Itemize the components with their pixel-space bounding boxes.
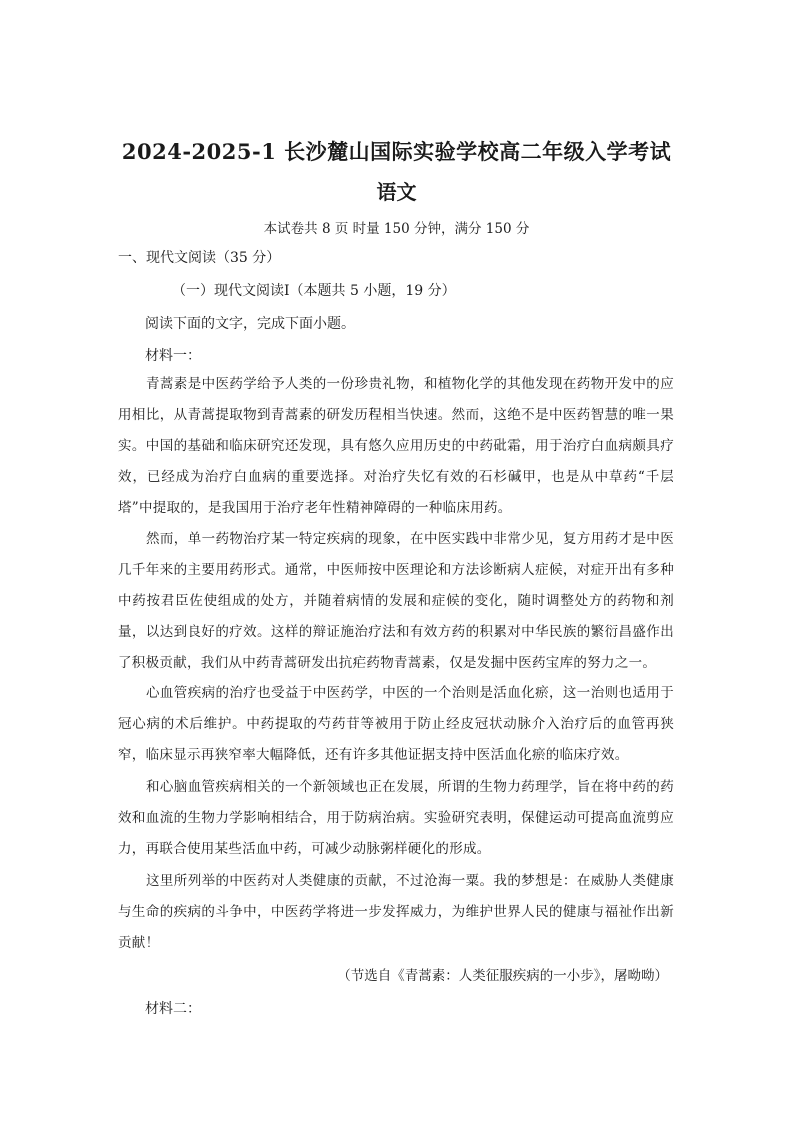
paragraph: 这里所列举的中医药对人类健康的贡献，不过沧海一粟。我的梦想是：在威胁人类健康与生命的疾病的斗争中，中医药学将进一步发挥威力，为维护世界人民的健康与福祉作出新贡献！ [118,873,674,951]
subject-title: 语文 [376,180,417,204]
material-two-label: 材料二： [145,1001,201,1017]
paragraph: 然而，单一药物治疗某一特定疾病的现象，在中医实践中非常少见，复方用药才是中医几千年来的主要用药形式。通常，中医师按中医理论和方法诊断病人症候，对症开出有多种中药按君臣佐使组成的处方，并随着病情的发展和症候的变化，随时调整处方的药物和剂量，以达到良好的疗效。这样的辩证施治疗法和有效方药的积累对中华民族的繁衍昌盛作出了积极贡献，我们从中药青蒿研发出抗疟药物青蒿素，仅是发掘中医药宝库的努力之一。 [118,531,674,671]
paragraph: 心血管疾病的治疗也受益于中医药学，中医的一个治则是活血化瘀，这一治则也适用于冠心病的术后维护。中药提取的芍药苷等被用于防止经皮冠状动脉介入治疗后的血管再狭窄，临床显示再狭窄率大幅降低，还有许多其他证据支持中医活血化瘀的临床疗效。 [118,685,674,763]
material-one-label: 材料一： [145,348,201,364]
reading-instruction: 阅读下面的文字，完成下面小题。 [145,316,355,332]
sub-section-heading: （一）现代文阅读Ⅰ（本题共 5 小题，19 分） [172,283,456,299]
section-heading: 一、现代文阅读（35 分） [118,250,281,266]
paragraph: 青蒿素是中医药学给予人类的一份珍贵礼物，和植物化学的其他发现在药物开发中的应用相比，从青蒿提取物到青蒿素的研发历程相当快速。然而，这绝不是中医药智慧的唯一果实。中国的基础和临床研究还发现，具有悠久应用历史的中药砒霜，用于治疗白血病颇具疗效，已经成为治疗白血病的重要选择。对治疗失忆有效的石杉碱甲，也是从中草药“千层塔”中提取的，是我国用于治疗老年性精神障碍的一种临床用药。 [118,376,674,516]
paragraph: 和心脑血管疾病相关的一个新领域也正在发展，所谓的生物力药理学，旨在将中药的药效和血流的生物力学影响相结合，用于防病治病。实验研究表明，保健运动可提高血流剪应力，再联合使用某些活血中药，可减少动脉粥样硬化的形成。 [118,779,674,857]
exam-info: 本试卷共 8 页 时量 150 分钟，满分 150 分 [263,221,530,237]
exam-title: 2024-2025-1 长沙麓山国际实验学校高二年级入学考试 [121,139,672,164]
source-citation: （节选自《青蒿素：人类征服疾病的一小步》，屠呦呦） [337,968,668,984]
